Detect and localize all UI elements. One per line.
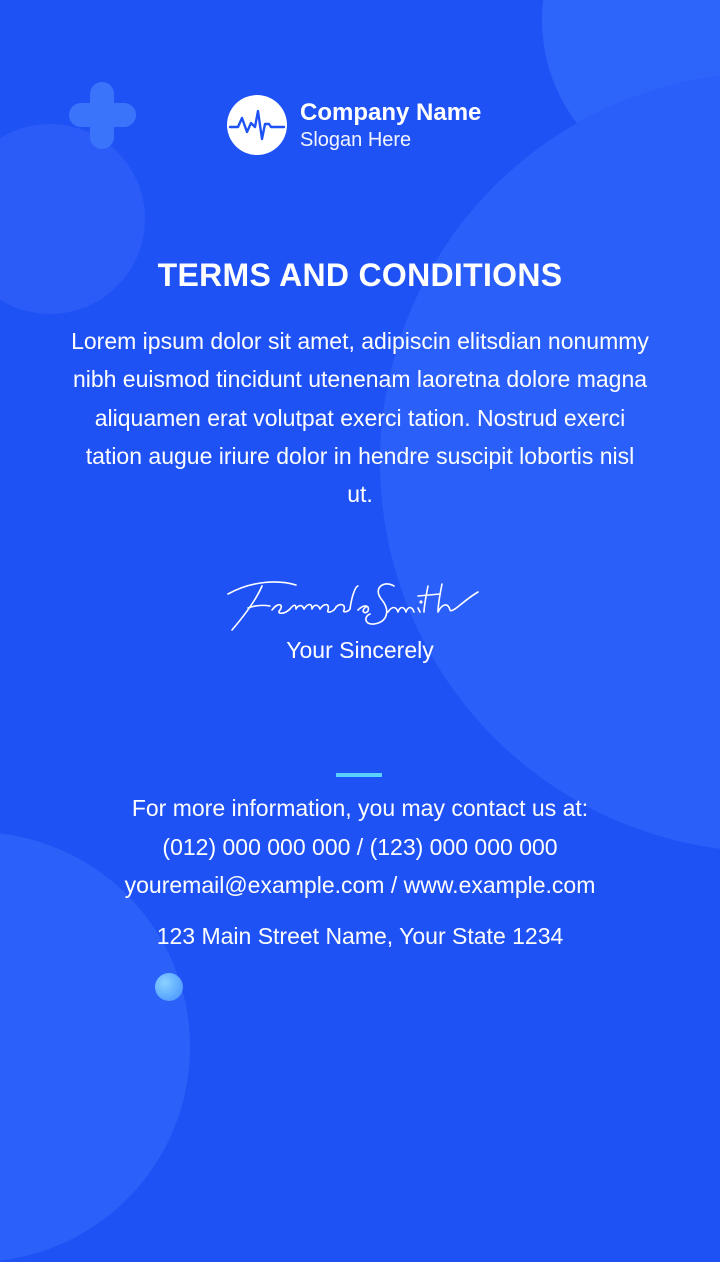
divider	[336, 773, 382, 777]
contact-email-web: youremail@example.com / www.example.com	[124, 872, 596, 898]
plus-icon	[69, 82, 136, 149]
company-name: Company Name	[300, 99, 482, 126]
body-paragraph: Lorem ipsum dolor sit amet, adipiscin elitsdian nonummy nibh euismod tincidunt utenenam laoretna dolore magna aliquamen erat volutpat exerci tation. Nostrud exerci tation augue iriure dolor in hendre suscipit lobortis nisl ut.	[71, 328, 649, 508]
signature-image	[218, 572, 502, 638]
company-slogan: Slogan Here	[300, 129, 412, 151]
accent-dot	[155, 973, 183, 1001]
contact-phones: (012) 000 000 000 / (123) 000 000 000	[162, 834, 558, 860]
page-title: TERMS AND CONDITIONS	[157, 257, 563, 293]
contact-intro: For more information, you may contact us at:	[131, 795, 589, 821]
heartbeat-icon	[227, 95, 287, 155]
contact-address: 123 Main Street Name, Your State 1234	[156, 923, 564, 949]
closing-text: Your Sincerely	[286, 637, 434, 663]
